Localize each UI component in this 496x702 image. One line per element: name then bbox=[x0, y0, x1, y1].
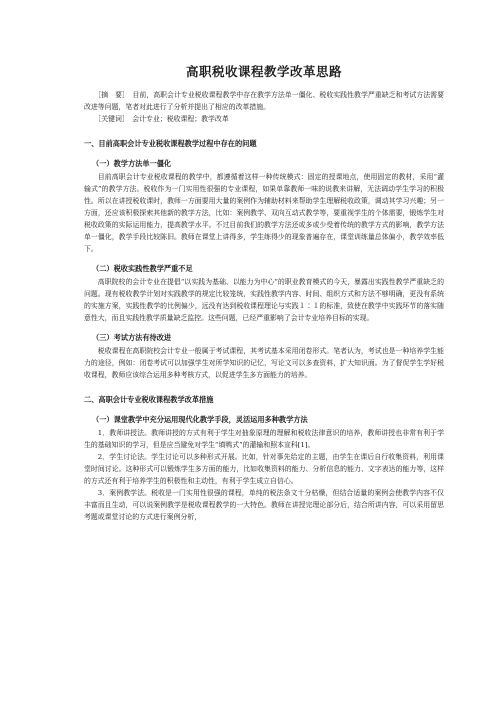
section-2-1-heading: （一）课堂教学中充分运用现代化教学手段，灵活运用多种教学方法 bbox=[92, 415, 308, 424]
section-1-1-heading: （一）教学方法单一僵化 bbox=[92, 159, 172, 168]
page-title: 高职税收课程教学改革思路 bbox=[185, 64, 342, 79]
section-1-2-text: 高职院校的会计专业在提倡“以实践为基础、以能力为中心”的职业教育模式的今天，暴露出实践性教学严重缺乏的问题。现有税收教学计划对实践教学的规定比较笼统，实践性教学内容、时间、组织方式和方法不够明确，更没有系统的实施方案，实践性教学的比例偏少，远没有达到税收课程理论与实践１∶１的标准，致使在教学中实践环节的落实随意性大，而且实践性教学质量缺乏监控。这些问题，已经严重影响了会计专业培养目标的实现。 bbox=[84, 278, 444, 322]
section-2-1-item-2: 2．学生讨论法。学生讨论可以多种形式开展。比如，针对事先给定的主题，由学生在课后自行收集资料，利用课堂时间讨论。这种形式可以锻炼学生多方面的能力，比如收集资料的能力、分析信息的能力、文字表达的能力等，这样的方式还有利于培养学生的积极性和主动性，有利于学生成立自信心。 bbox=[84, 453, 444, 485]
keywords: ［关键词］ 会计专业；税收课程；教学改革 bbox=[94, 115, 229, 123]
section-2-heading: 二、高职会计专业税收课程教学改革措施 bbox=[84, 395, 214, 404]
section-1-2-heading: （二）税收实践性教学严重不足 bbox=[92, 264, 193, 273]
section-1-1-text: 目前高职会计专业税收课程的教学中，都遵循着这样一种传统模式：固定的授课地点，使用固定的教材，采用“灌输式”的教学方法。税收作为一门实用性很强的专业课程，如果单靠教师一味的说教来讲解，无法调动学生学习的积极性。所以在讲授税收课时，教师一方面要用大量的案例作为辅助材料来帮助学生理解税收政策，调动其学习兴趣；另一方面，还应该积极探索其他新的教学方法，比如：案例教学、双向互动式教学等，要重视学生的个体需要，锻炼学生对税收政策的实际运用能力，提高教学水平。不过目前我们的教学方法还或多或少受着传统的教学方式的影响，教学方法单一僵化，教学手段比较陈旧。教师在课堂上讲得多，学生练得少的现象普遍存在，课堂训练量总体偏小，教学效率低下。 bbox=[84, 173, 444, 253]
section-1-3-heading: （三）考试方法有待改进 bbox=[92, 333, 172, 342]
section-2-1-item-3: 3．案例教学法。税收是一门实用性很强的课程，单纯的税法条文十分枯燥，但结合适量的案例会使教学内容不仅丰富而且生动，可以说案例教学是税收课程教学的一大特色。教师在讲授完理论部分后，结合所讲内容，可以采用留思考题或课堂讨论的方式进行案例分析， bbox=[84, 489, 444, 521]
section-1-3-text: 税收课程在高职院校会计专业一般属于考试课程，其考试基本采用闭卷形式。笔者认为，考试也是一种培养学生能力的途径，例如：闭卷考试可以加强学生对所学知识的记忆，写论文可以多查资料，扩大知识面。为了督促学生学好税收课程，教师应该综合运用多种考核方式，以促进学生多方面能力的培养。 bbox=[84, 347, 444, 379]
abstract: ［摘 要］ 目前，高职会计专业税收课程教学中存在教学方法单一僵化、税收实践性教学严重缺乏和考试方法需要改进等问题，笔者对此进行了分析并提出了相应的改革措施。 bbox=[84, 91, 444, 111]
section-1-heading: 一、目前高职会计专业税收课程教学过程中存在的问题 bbox=[84, 139, 257, 148]
section-2-1-item-1: 1．教师讲授法。教师讲授的方式有利于学生对抽象原理的理解和税收法律意识的培养，教师讲授也非常有利于学生的基础知识的学习，但是应当避免对学生“填鸭式”的灌输和照本宣科[1]。 bbox=[84, 429, 444, 449]
